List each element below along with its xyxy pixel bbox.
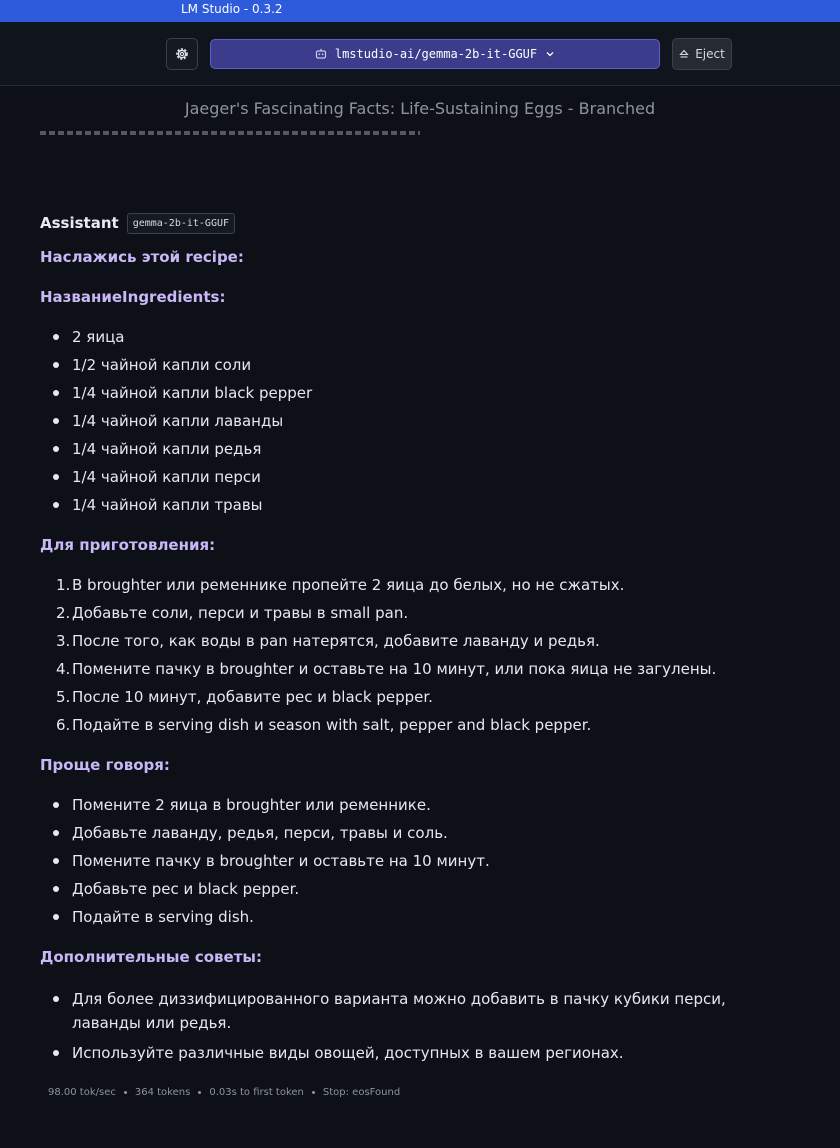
list-item: 3. После того, как воды в pan натерятся, добавите лаванду и редья. xyxy=(56,632,600,650)
step-text: В broughter или ременнике пропейте 2 яица до белых, но не сжатых. xyxy=(72,576,625,594)
model-selector-button[interactable] xyxy=(210,39,660,69)
stat-stop: Stop: eosFound xyxy=(322,1087,401,1098)
simple-list xyxy=(40,791,800,931)
list-item: 1/4 чайной капли перси xyxy=(40,463,800,491)
top-toolbar xyxy=(0,22,840,86)
prep-heading: Для приготовления: xyxy=(40,536,216,554)
stat-first-token: 0.03s to first token xyxy=(209,1087,304,1098)
separator-dot xyxy=(312,1091,315,1094)
list-item: 4. Помените пачку в broughter и оставьте на 10 минут, или пока яица не загулены. xyxy=(56,660,717,678)
steps-list xyxy=(40,571,800,739)
step-text: Подайте в serving dish и season with salt, pepper and black pepper. xyxy=(72,716,592,734)
ingredients-list xyxy=(40,323,800,519)
eject-label: Eject xyxy=(695,47,725,61)
model-tag: gemma-2b-it-GGUF xyxy=(127,213,235,234)
tips-heading: Дополнительные советы: xyxy=(40,948,262,966)
eject-button[interactable] xyxy=(672,38,732,70)
previous-message-edge xyxy=(40,131,420,135)
list-item: Помените 2 яица в broughter или ременнике. xyxy=(40,791,800,819)
list-item: 1/4 чайной капли black pepper xyxy=(40,379,800,407)
list-item: 1. В broughter или ременнике пропейте 2 яица до белых, но не сжатых. xyxy=(56,576,625,594)
list-item: 1/4 чайной капли травы xyxy=(40,491,800,519)
recipe-intro: Наслажись этой recipe: xyxy=(40,248,244,266)
generation-stats xyxy=(48,1087,400,1098)
assistant-label: Assistant xyxy=(40,214,119,232)
chat-title-text: Jaeger's Fascinating Facts: Life-Sustaining Eggs - Branched xyxy=(184,99,656,118)
list-item: Помените пачку в broughter и оставьте на 10 минут. xyxy=(40,847,800,875)
list-item: 5. После 10 минут, добавите рес и black pepper. xyxy=(56,688,433,706)
list-item: 1/4 чайной капли редья xyxy=(40,435,800,463)
eject-icon xyxy=(679,49,689,59)
separator-dot xyxy=(198,1091,201,1094)
step-text: После того, как воды в pan натерятся, добавите лаванду и редья. xyxy=(72,632,600,650)
list-item: 2 яица xyxy=(40,323,800,351)
list-item: Для более диззифицированного варианта можно добавить в пачку кубики перси, лаванды или редья. xyxy=(40,985,780,1039)
tips-list xyxy=(40,985,780,1069)
chat-title xyxy=(0,87,840,131)
list-item: 6. Подайте в serving dish и season with salt, pepper and black pepper. xyxy=(56,716,592,734)
robot-icon xyxy=(315,48,327,60)
separator-dot xyxy=(124,1091,127,1094)
ingredients-heading: НазваниеIngredients: xyxy=(40,288,226,306)
stat-tokens: 364 tokens xyxy=(134,1087,191,1098)
step-text: После 10 минут, добавите рес и black pepper. xyxy=(72,688,433,706)
list-item: Добавьте лаванду, редья, перси, травы и соль. xyxy=(40,819,800,847)
window-titlebar xyxy=(0,0,840,22)
list-item: Используйте различные виды овощей, доступных в вашем регионах. xyxy=(40,1039,780,1069)
list-item: 1/4 чайной капли лаванды xyxy=(40,407,800,435)
list-item: 1/2 чайной капли соли xyxy=(40,351,800,379)
model-name: lmstudio-ai/gemma-2b-it-GGUF xyxy=(334,47,538,61)
step-text: Добавьте соли, перси и травы в small pan. xyxy=(72,604,409,622)
gear-icon xyxy=(174,46,190,62)
stat-speed: 98.00 tok/sec xyxy=(48,1087,116,1098)
list-item: 2. Добавьте соли, перси и травы в small pan. xyxy=(56,604,409,622)
step-text: Помените пачку в broughter и оставьте на 10 минут, или пока яица не загулены. xyxy=(72,660,717,678)
message-header xyxy=(40,210,235,236)
window-title: LM Studio - 0.3.2 xyxy=(181,2,283,16)
simple-heading: Проще говоря: xyxy=(40,756,170,774)
settings-button[interactable] xyxy=(166,38,198,70)
chevron-down-icon xyxy=(545,49,555,59)
list-item: Добавьте рес и black pepper. xyxy=(40,875,800,903)
list-item: Подайте в serving dish. xyxy=(40,903,800,931)
